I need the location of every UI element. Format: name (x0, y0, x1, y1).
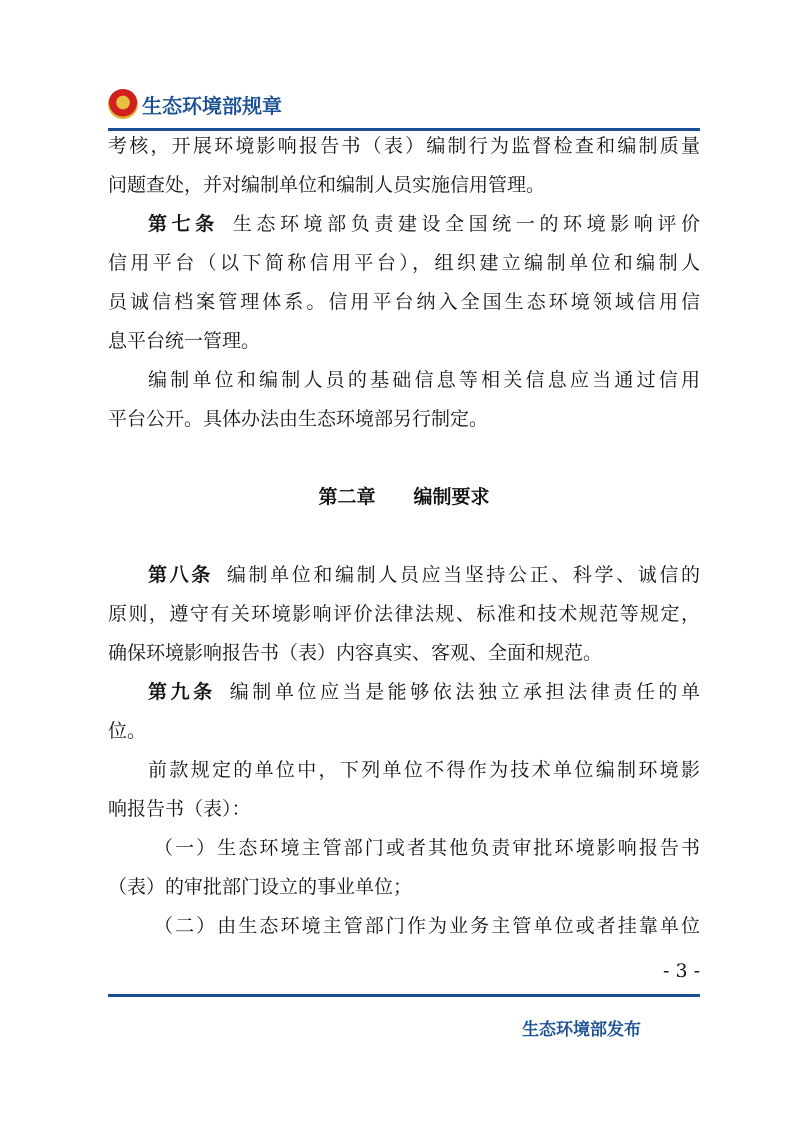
line-text: 编制单位和编制人员应当坚持公正、科学、诚信的 (226, 564, 700, 586)
document-body (108, 127, 700, 946)
text-line (108, 166, 700, 205)
chapter-title (108, 478, 700, 517)
line-text: 响报告书（表）： (108, 798, 251, 820)
text-line (108, 244, 700, 283)
text-line (108, 127, 700, 166)
text-line (108, 322, 700, 361)
text-line (108, 439, 700, 478)
text-line (108, 673, 700, 712)
line-text: （二）由生态环境主管部门作为业务主管单位或者挂靠单位 (154, 915, 700, 937)
line-text: 确保环境影响报告书（表）内容真实、客观、全面和规范。 (108, 642, 603, 664)
text-line (108, 595, 700, 634)
line-text: （表）的审批部门设立的事业单位； (108, 876, 413, 898)
line-text: 编制单位应当是能够依法独立承担法律责任的单 (229, 681, 700, 703)
text-line (108, 556, 700, 595)
line-text: 问题查处，并对编制单位和编制人员实施信用管理。 (108, 174, 546, 196)
line-text: 平台公开。具体办法由生态环境部另行制定。 (108, 408, 489, 430)
text-line (108, 634, 700, 673)
text-line (108, 790, 700, 829)
footer-publisher: 生态环境部发布 (522, 1020, 641, 1040)
text-line (108, 283, 700, 322)
line-text: 信用平台（以下简称信用平台），组织建立编制单位和编制人 (108, 252, 700, 274)
footer-rule (108, 994, 700, 997)
line-text: 考核，开展环境影响报告书（表）编制行为监督检查和编制质量 (108, 135, 700, 157)
article-number: 第八条 (148, 564, 213, 586)
article-number: 第九条 (148, 681, 216, 703)
line-text: 前款规定的单位中，下列单位不得作为技术单位编制环境影 (148, 759, 700, 781)
line-text: 生态环境部负责建设全国统一的环境影响评价 (232, 213, 700, 235)
line-text: 位。 (108, 720, 147, 742)
line-text: 第二章 编制要求 (318, 486, 490, 508)
line-text: （一）生态环境主管部门或者其他负责审批环境影响报告书 (154, 837, 700, 859)
header-title: 生态环境部规章 (142, 93, 282, 118)
text-line (108, 712, 700, 751)
text-line (108, 829, 700, 868)
page-header (108, 86, 282, 122)
national-emblem-icon (108, 89, 138, 119)
text-line (108, 907, 700, 946)
text-line (108, 517, 700, 556)
text-line (108, 751, 700, 790)
text-line (108, 868, 700, 907)
line-text: 原则，遵守有关环境影响评价法律法规、标准和技术规范等规定， (108, 603, 700, 625)
article-number: 第七条 (148, 213, 219, 235)
line-text: 员诚信档案管理体系。信用平台纳入全国生态环境领域信用信 (108, 291, 700, 313)
line-text: 编制单位和编制人员的基础信息等相关信息应当通过信用 (148, 369, 700, 391)
text-line (108, 361, 700, 400)
page-number: - 3 - (662, 960, 700, 982)
line-text: 息平台统一管理。 (108, 330, 261, 352)
text-line (108, 400, 700, 439)
text-line (108, 205, 700, 244)
